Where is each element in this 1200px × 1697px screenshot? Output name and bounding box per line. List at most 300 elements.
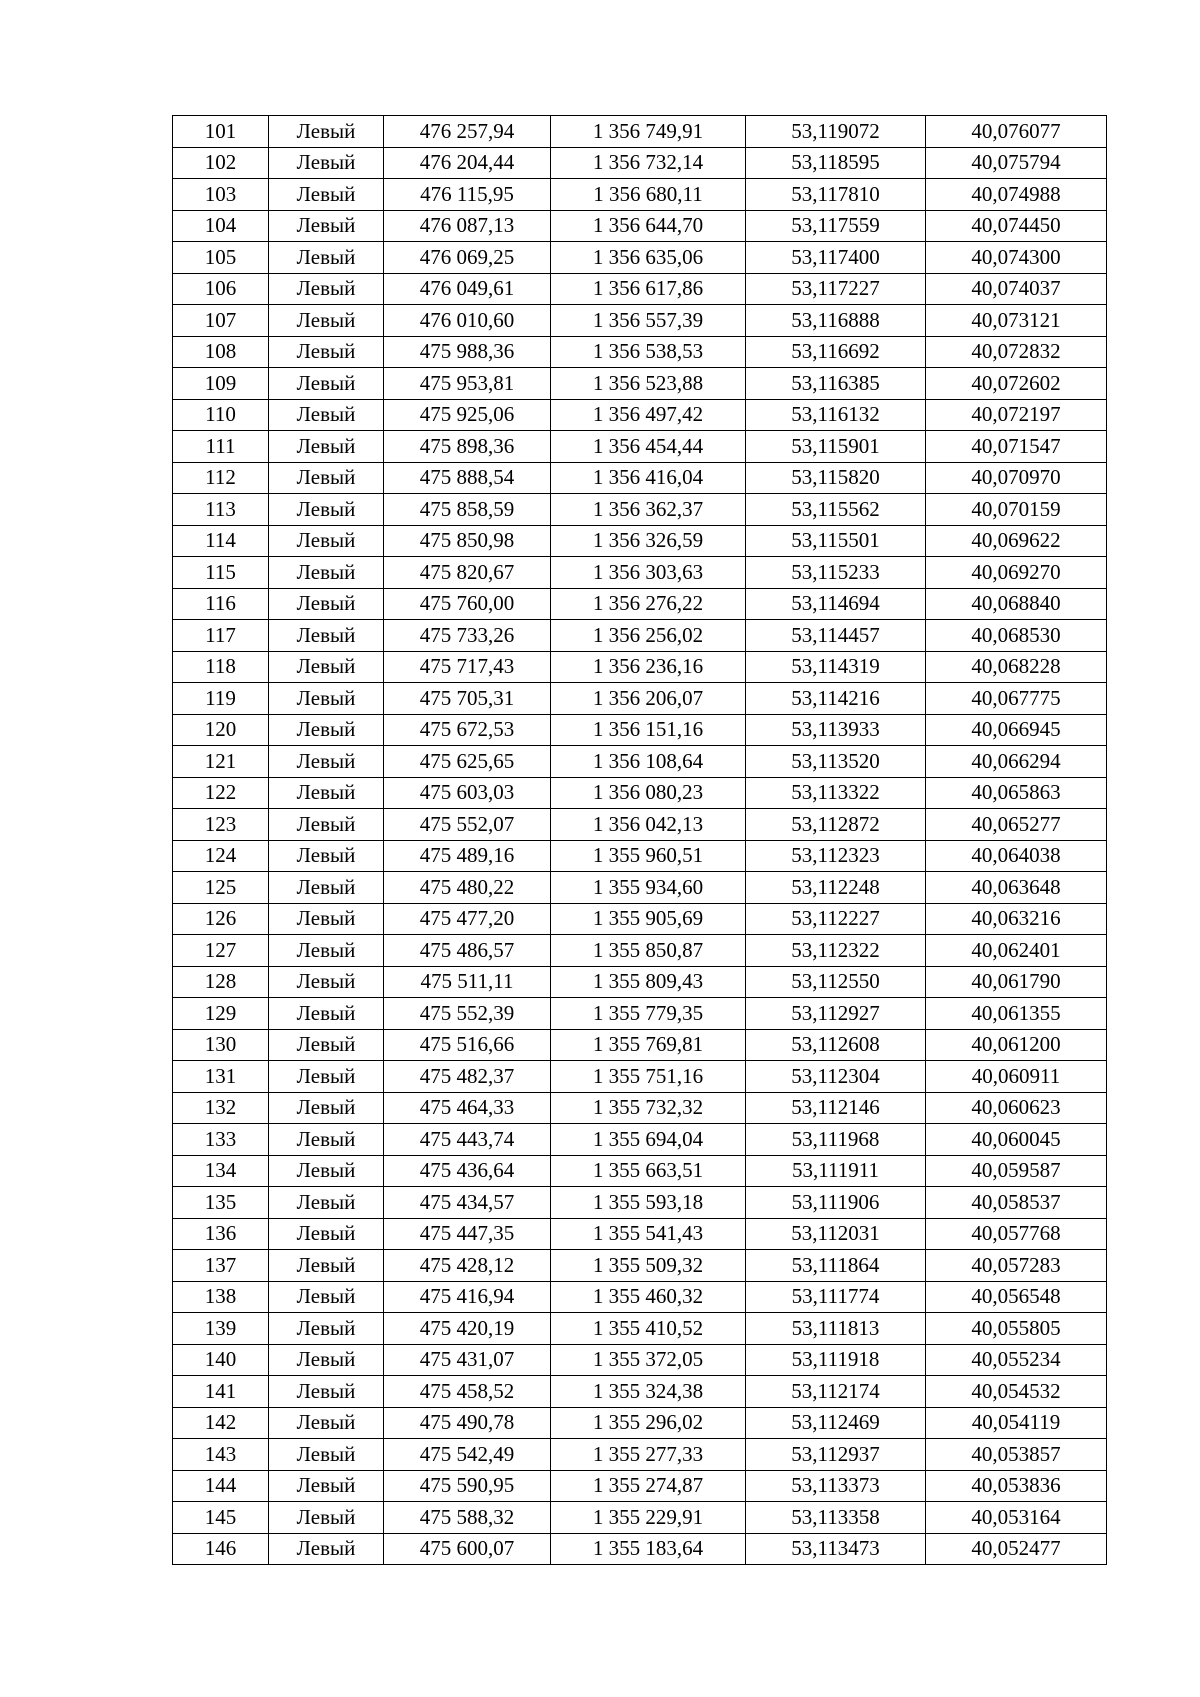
table-row — [173, 557, 1107, 589]
table-row — [173, 242, 1107, 274]
point-number-cell: 145 — [173, 1502, 269, 1534]
point-number-cell: 112 — [173, 462, 269, 494]
x-coordinate-cell: 476 257,94 — [384, 116, 551, 148]
table-row — [173, 1187, 1107, 1219]
point-number-cell: 114 — [173, 525, 269, 557]
point-number-cell: 143 — [173, 1439, 269, 1471]
x-coordinate-cell: 475 447,35 — [384, 1218, 551, 1250]
table-row — [173, 903, 1107, 935]
y-coordinate-cell: 1 356 557,39 — [551, 305, 746, 337]
x-coordinate-cell: 475 480,22 — [384, 872, 551, 904]
y-coordinate-cell: 1 355 694,04 — [551, 1124, 746, 1156]
side-cell: Левый — [269, 620, 384, 652]
point-number-cell: 138 — [173, 1281, 269, 1313]
point-number-cell: 141 — [173, 1376, 269, 1408]
latitude-cell: 53,112550 — [746, 966, 926, 998]
latitude-cell: 53,113322 — [746, 777, 926, 809]
x-coordinate-cell: 475 717,43 — [384, 651, 551, 683]
table-row — [173, 431, 1107, 463]
x-coordinate-cell: 475 431,07 — [384, 1344, 551, 1376]
point-number-cell: 102 — [173, 147, 269, 179]
latitude-cell: 53,115901 — [746, 431, 926, 463]
side-cell: Левый — [269, 966, 384, 998]
y-coordinate-cell: 1 355 324,38 — [551, 1376, 746, 1408]
longitude-cell: 40,067775 — [926, 683, 1107, 715]
latitude-cell: 53,116385 — [746, 368, 926, 400]
x-coordinate-cell: 475 542,49 — [384, 1439, 551, 1471]
y-coordinate-cell: 1 356 617,86 — [551, 273, 746, 305]
latitude-cell: 53,112469 — [746, 1407, 926, 1439]
side-cell: Левый — [269, 1344, 384, 1376]
latitude-cell: 53,113520 — [746, 746, 926, 778]
y-coordinate-cell: 1 356 303,63 — [551, 557, 746, 589]
table-row — [173, 872, 1107, 904]
latitude-cell: 53,112872 — [746, 809, 926, 841]
latitude-cell: 53,112937 — [746, 1439, 926, 1471]
x-coordinate-cell: 475 820,67 — [384, 557, 551, 589]
y-coordinate-cell: 1 356 276,22 — [551, 588, 746, 620]
y-coordinate-cell: 1 355 296,02 — [551, 1407, 746, 1439]
x-coordinate-cell: 475 489,16 — [384, 840, 551, 872]
y-coordinate-cell: 1 356 749,91 — [551, 116, 746, 148]
side-cell: Левый — [269, 1281, 384, 1313]
point-number-cell: 123 — [173, 809, 269, 841]
table-row — [173, 1502, 1107, 1534]
longitude-cell: 40,074988 — [926, 179, 1107, 211]
coordinates-table — [172, 115, 1107, 1565]
point-number-cell: 132 — [173, 1092, 269, 1124]
y-coordinate-cell: 1 355 229,91 — [551, 1502, 746, 1534]
longitude-cell: 40,064038 — [926, 840, 1107, 872]
y-coordinate-cell: 1 355 779,35 — [551, 998, 746, 1030]
x-coordinate-cell: 475 511,11 — [384, 966, 551, 998]
latitude-cell: 53,116132 — [746, 399, 926, 431]
table-row — [173, 1407, 1107, 1439]
longitude-cell: 40,061355 — [926, 998, 1107, 1030]
longitude-cell: 40,075794 — [926, 147, 1107, 179]
side-cell: Левый — [269, 1061, 384, 1093]
x-coordinate-cell: 475 850,98 — [384, 525, 551, 557]
table-row — [173, 714, 1107, 746]
longitude-cell: 40,065863 — [926, 777, 1107, 809]
y-coordinate-cell: 1 355 277,33 — [551, 1439, 746, 1471]
longitude-cell: 40,053164 — [926, 1502, 1107, 1534]
side-cell: Левый — [269, 1155, 384, 1187]
point-number-cell: 120 — [173, 714, 269, 746]
longitude-cell: 40,062401 — [926, 935, 1107, 967]
y-coordinate-cell: 1 356 151,16 — [551, 714, 746, 746]
side-cell: Левый — [269, 1533, 384, 1565]
latitude-cell: 53,112248 — [746, 872, 926, 904]
table-row — [173, 683, 1107, 715]
side-cell: Левый — [269, 840, 384, 872]
longitude-cell: 40,074300 — [926, 242, 1107, 274]
y-coordinate-cell: 1 355 460,32 — [551, 1281, 746, 1313]
latitude-cell: 53,119072 — [746, 116, 926, 148]
point-number-cell: 111 — [173, 431, 269, 463]
latitude-cell: 53,111968 — [746, 1124, 926, 1156]
side-cell: Левый — [269, 872, 384, 904]
x-coordinate-cell: 476 069,25 — [384, 242, 551, 274]
table-row — [173, 840, 1107, 872]
point-number-cell: 116 — [173, 588, 269, 620]
point-number-cell: 107 — [173, 305, 269, 337]
point-number-cell: 125 — [173, 872, 269, 904]
x-coordinate-cell: 476 115,95 — [384, 179, 551, 211]
point-number-cell: 108 — [173, 336, 269, 368]
longitude-cell: 40,070159 — [926, 494, 1107, 526]
side-cell: Левый — [269, 903, 384, 935]
x-coordinate-cell: 475 443,74 — [384, 1124, 551, 1156]
table-row — [173, 1092, 1107, 1124]
y-coordinate-cell: 1 356 108,64 — [551, 746, 746, 778]
side-cell: Левый — [269, 651, 384, 683]
point-number-cell: 135 — [173, 1187, 269, 1219]
table-row — [173, 1376, 1107, 1408]
point-number-cell: 140 — [173, 1344, 269, 1376]
y-coordinate-cell: 1 355 509,32 — [551, 1250, 746, 1282]
side-cell: Левый — [269, 368, 384, 400]
table-row — [173, 273, 1107, 305]
y-coordinate-cell: 1 355 663,51 — [551, 1155, 746, 1187]
latitude-cell: 53,115820 — [746, 462, 926, 494]
longitude-cell: 40,072197 — [926, 399, 1107, 431]
x-coordinate-cell: 475 482,37 — [384, 1061, 551, 1093]
side-cell: Левый — [269, 179, 384, 211]
table-row — [173, 399, 1107, 431]
latitude-cell: 53,112322 — [746, 935, 926, 967]
longitude-cell: 40,055805 — [926, 1313, 1107, 1345]
x-coordinate-cell: 475 486,57 — [384, 935, 551, 967]
longitude-cell: 40,069622 — [926, 525, 1107, 557]
latitude-cell: 53,113933 — [746, 714, 926, 746]
latitude-cell: 53,115233 — [746, 557, 926, 589]
longitude-cell: 40,054119 — [926, 1407, 1107, 1439]
table-row — [173, 620, 1107, 652]
latitude-cell: 53,116692 — [746, 336, 926, 368]
table-row — [173, 494, 1107, 526]
longitude-cell: 40,055234 — [926, 1344, 1107, 1376]
table-row — [173, 746, 1107, 778]
point-number-cell: 131 — [173, 1061, 269, 1093]
side-cell: Левый — [269, 714, 384, 746]
longitude-cell: 40,052477 — [926, 1533, 1107, 1565]
point-number-cell: 121 — [173, 746, 269, 778]
x-coordinate-cell: 475 428,12 — [384, 1250, 551, 1282]
table-row — [173, 179, 1107, 211]
latitude-cell: 53,115501 — [746, 525, 926, 557]
latitude-cell: 53,111911 — [746, 1155, 926, 1187]
x-coordinate-cell: 475 420,19 — [384, 1313, 551, 1345]
longitude-cell: 40,063648 — [926, 872, 1107, 904]
side-cell: Левый — [269, 1124, 384, 1156]
side-cell: Левый — [269, 1313, 384, 1345]
point-number-cell: 105 — [173, 242, 269, 274]
point-number-cell: 129 — [173, 998, 269, 1030]
y-coordinate-cell: 1 355 809,43 — [551, 966, 746, 998]
y-coordinate-cell: 1 355 769,81 — [551, 1029, 746, 1061]
side-cell: Левый — [269, 116, 384, 148]
table-row — [173, 1533, 1107, 1565]
side-cell: Левый — [269, 1029, 384, 1061]
x-coordinate-cell: 475 925,06 — [384, 399, 551, 431]
longitude-cell: 40,060623 — [926, 1092, 1107, 1124]
table-row — [173, 210, 1107, 242]
table-row — [173, 336, 1107, 368]
latitude-cell: 53,111864 — [746, 1250, 926, 1282]
y-coordinate-cell: 1 355 593,18 — [551, 1187, 746, 1219]
side-cell: Левый — [269, 525, 384, 557]
y-coordinate-cell: 1 355 410,52 — [551, 1313, 746, 1345]
point-number-cell: 117 — [173, 620, 269, 652]
table-row — [173, 1470, 1107, 1502]
y-coordinate-cell: 1 356 635,06 — [551, 242, 746, 274]
longitude-cell: 40,071547 — [926, 431, 1107, 463]
x-coordinate-cell: 475 888,54 — [384, 462, 551, 494]
latitude-cell: 53,114694 — [746, 588, 926, 620]
point-number-cell: 137 — [173, 1250, 269, 1282]
point-number-cell: 106 — [173, 273, 269, 305]
point-number-cell: 115 — [173, 557, 269, 589]
table-row — [173, 368, 1107, 400]
y-coordinate-cell: 1 356 326,59 — [551, 525, 746, 557]
y-coordinate-cell: 1 355 541,43 — [551, 1218, 746, 1250]
latitude-cell: 53,113473 — [746, 1533, 926, 1565]
y-coordinate-cell: 1 355 274,87 — [551, 1470, 746, 1502]
y-coordinate-cell: 1 355 372,05 — [551, 1344, 746, 1376]
point-number-cell: 130 — [173, 1029, 269, 1061]
x-coordinate-cell: 475 416,94 — [384, 1281, 551, 1313]
side-cell: Левый — [269, 557, 384, 589]
longitude-cell: 40,060045 — [926, 1124, 1107, 1156]
longitude-cell: 40,074450 — [926, 210, 1107, 242]
x-coordinate-cell: 475 625,65 — [384, 746, 551, 778]
longitude-cell: 40,072832 — [926, 336, 1107, 368]
x-coordinate-cell: 475 490,78 — [384, 1407, 551, 1439]
point-number-cell: 142 — [173, 1407, 269, 1439]
point-number-cell: 139 — [173, 1313, 269, 1345]
table-row — [173, 1281, 1107, 1313]
y-coordinate-cell: 1 356 206,07 — [551, 683, 746, 715]
table-row — [173, 1250, 1107, 1282]
side-cell: Левый — [269, 210, 384, 242]
table-row — [173, 1344, 1107, 1376]
y-coordinate-cell: 1 356 497,42 — [551, 399, 746, 431]
point-number-cell: 118 — [173, 651, 269, 683]
y-coordinate-cell: 1 355 905,69 — [551, 903, 746, 935]
side-cell: Левый — [269, 147, 384, 179]
table-row — [173, 1061, 1107, 1093]
latitude-cell: 53,111774 — [746, 1281, 926, 1313]
table-row — [173, 651, 1107, 683]
table-row — [173, 809, 1107, 841]
y-coordinate-cell: 1 355 183,64 — [551, 1533, 746, 1565]
x-coordinate-cell: 475 760,00 — [384, 588, 551, 620]
y-coordinate-cell: 1 356 523,88 — [551, 368, 746, 400]
point-number-cell: 113 — [173, 494, 269, 526]
x-coordinate-cell: 476 010,60 — [384, 305, 551, 337]
x-coordinate-cell: 475 600,07 — [384, 1533, 551, 1565]
x-coordinate-cell: 475 705,31 — [384, 683, 551, 715]
point-number-cell: 133 — [173, 1124, 269, 1156]
longitude-cell: 40,068228 — [926, 651, 1107, 683]
latitude-cell: 53,116888 — [746, 305, 926, 337]
table-row — [173, 116, 1107, 148]
side-cell: Левый — [269, 399, 384, 431]
latitude-cell: 53,112146 — [746, 1092, 926, 1124]
longitude-cell: 40,059587 — [926, 1155, 1107, 1187]
point-number-cell: 109 — [173, 368, 269, 400]
x-coordinate-cell: 475 464,33 — [384, 1092, 551, 1124]
y-coordinate-cell: 1 356 362,37 — [551, 494, 746, 526]
longitude-cell: 40,063216 — [926, 903, 1107, 935]
longitude-cell: 40,056548 — [926, 1281, 1107, 1313]
table-row — [173, 1155, 1107, 1187]
latitude-cell: 53,117400 — [746, 242, 926, 274]
x-coordinate-cell: 475 588,32 — [384, 1502, 551, 1534]
latitude-cell: 53,114216 — [746, 683, 926, 715]
y-coordinate-cell: 1 355 732,32 — [551, 1092, 746, 1124]
point-number-cell: 104 — [173, 210, 269, 242]
longitude-cell: 40,069270 — [926, 557, 1107, 589]
y-coordinate-cell: 1 355 934,60 — [551, 872, 746, 904]
longitude-cell: 40,076077 — [926, 116, 1107, 148]
longitude-cell: 40,057768 — [926, 1218, 1107, 1250]
coordinates-table-body — [173, 116, 1107, 1565]
longitude-cell: 40,061200 — [926, 1029, 1107, 1061]
point-number-cell: 103 — [173, 179, 269, 211]
longitude-cell: 40,060911 — [926, 1061, 1107, 1093]
x-coordinate-cell: 475 552,07 — [384, 809, 551, 841]
latitude-cell: 53,115562 — [746, 494, 926, 526]
side-cell: Левый — [269, 683, 384, 715]
side-cell: Левый — [269, 1092, 384, 1124]
longitude-cell: 40,065277 — [926, 809, 1107, 841]
x-coordinate-cell: 475 988,36 — [384, 336, 551, 368]
side-cell: Левый — [269, 809, 384, 841]
side-cell: Левый — [269, 588, 384, 620]
latitude-cell: 53,118595 — [746, 147, 926, 179]
latitude-cell: 53,112031 — [746, 1218, 926, 1250]
point-number-cell: 122 — [173, 777, 269, 809]
longitude-cell: 40,058537 — [926, 1187, 1107, 1219]
latitude-cell: 53,111906 — [746, 1187, 926, 1219]
x-coordinate-cell: 475 733,26 — [384, 620, 551, 652]
table-row — [173, 966, 1107, 998]
table-row — [173, 462, 1107, 494]
longitude-cell: 40,053836 — [926, 1470, 1107, 1502]
side-cell: Левый — [269, 935, 384, 967]
side-cell: Левый — [269, 462, 384, 494]
table-row — [173, 1218, 1107, 1250]
x-coordinate-cell: 476 204,44 — [384, 147, 551, 179]
x-coordinate-cell: 475 590,95 — [384, 1470, 551, 1502]
point-number-cell: 127 — [173, 935, 269, 967]
y-coordinate-cell: 1 356 732,14 — [551, 147, 746, 179]
side-cell: Левый — [269, 746, 384, 778]
x-coordinate-cell: 475 458,52 — [384, 1376, 551, 1408]
side-cell: Левый — [269, 431, 384, 463]
point-number-cell: 134 — [173, 1155, 269, 1187]
y-coordinate-cell: 1 355 850,87 — [551, 935, 746, 967]
latitude-cell: 53,111918 — [746, 1344, 926, 1376]
longitude-cell: 40,073121 — [926, 305, 1107, 337]
y-coordinate-cell: 1 356 416,04 — [551, 462, 746, 494]
table-row — [173, 305, 1107, 337]
y-coordinate-cell: 1 355 960,51 — [551, 840, 746, 872]
side-cell: Левый — [269, 305, 384, 337]
longitude-cell: 40,057283 — [926, 1250, 1107, 1282]
side-cell: Левый — [269, 1250, 384, 1282]
side-cell: Левый — [269, 1470, 384, 1502]
point-number-cell: 110 — [173, 399, 269, 431]
y-coordinate-cell: 1 356 236,16 — [551, 651, 746, 683]
latitude-cell: 53,117559 — [746, 210, 926, 242]
table-row — [173, 525, 1107, 557]
longitude-cell: 40,072602 — [926, 368, 1107, 400]
longitude-cell: 40,053857 — [926, 1439, 1107, 1471]
side-cell: Левый — [269, 242, 384, 274]
longitude-cell: 40,066294 — [926, 746, 1107, 778]
latitude-cell: 53,117810 — [746, 179, 926, 211]
latitude-cell: 53,111813 — [746, 1313, 926, 1345]
point-number-cell: 126 — [173, 903, 269, 935]
point-number-cell: 144 — [173, 1470, 269, 1502]
table-row — [173, 147, 1107, 179]
point-number-cell: 124 — [173, 840, 269, 872]
table-row — [173, 935, 1107, 967]
point-number-cell: 101 — [173, 116, 269, 148]
x-coordinate-cell: 476 049,61 — [384, 273, 551, 305]
y-coordinate-cell: 1 356 080,23 — [551, 777, 746, 809]
side-cell: Левый — [269, 1439, 384, 1471]
y-coordinate-cell: 1 355 751,16 — [551, 1061, 746, 1093]
latitude-cell: 53,112323 — [746, 840, 926, 872]
x-coordinate-cell: 475 858,59 — [384, 494, 551, 526]
point-number-cell: 128 — [173, 966, 269, 998]
latitude-cell: 53,117227 — [746, 273, 926, 305]
table-row — [173, 1439, 1107, 1471]
x-coordinate-cell: 475 898,36 — [384, 431, 551, 463]
point-number-cell: 146 — [173, 1533, 269, 1565]
x-coordinate-cell: 475 603,03 — [384, 777, 551, 809]
y-coordinate-cell: 1 356 680,11 — [551, 179, 746, 211]
x-coordinate-cell: 476 087,13 — [384, 210, 551, 242]
latitude-cell: 53,112608 — [746, 1029, 926, 1061]
table-row — [173, 1029, 1107, 1061]
side-cell: Левый — [269, 1502, 384, 1534]
latitude-cell: 53,112174 — [746, 1376, 926, 1408]
latitude-cell: 53,113358 — [746, 1502, 926, 1534]
longitude-cell: 40,061790 — [926, 966, 1107, 998]
longitude-cell: 40,054532 — [926, 1376, 1107, 1408]
x-coordinate-cell: 475 434,57 — [384, 1187, 551, 1219]
side-cell: Левый — [269, 1407, 384, 1439]
side-cell: Левый — [269, 1218, 384, 1250]
latitude-cell: 53,112927 — [746, 998, 926, 1030]
x-coordinate-cell: 475 953,81 — [384, 368, 551, 400]
longitude-cell: 40,070970 — [926, 462, 1107, 494]
x-coordinate-cell: 475 672,53 — [384, 714, 551, 746]
table-row — [173, 588, 1107, 620]
side-cell: Левый — [269, 777, 384, 809]
x-coordinate-cell: 475 477,20 — [384, 903, 551, 935]
y-coordinate-cell: 1 356 042,13 — [551, 809, 746, 841]
longitude-cell: 40,068530 — [926, 620, 1107, 652]
table-row — [173, 1313, 1107, 1345]
y-coordinate-cell: 1 356 644,70 — [551, 210, 746, 242]
point-number-cell: 119 — [173, 683, 269, 715]
